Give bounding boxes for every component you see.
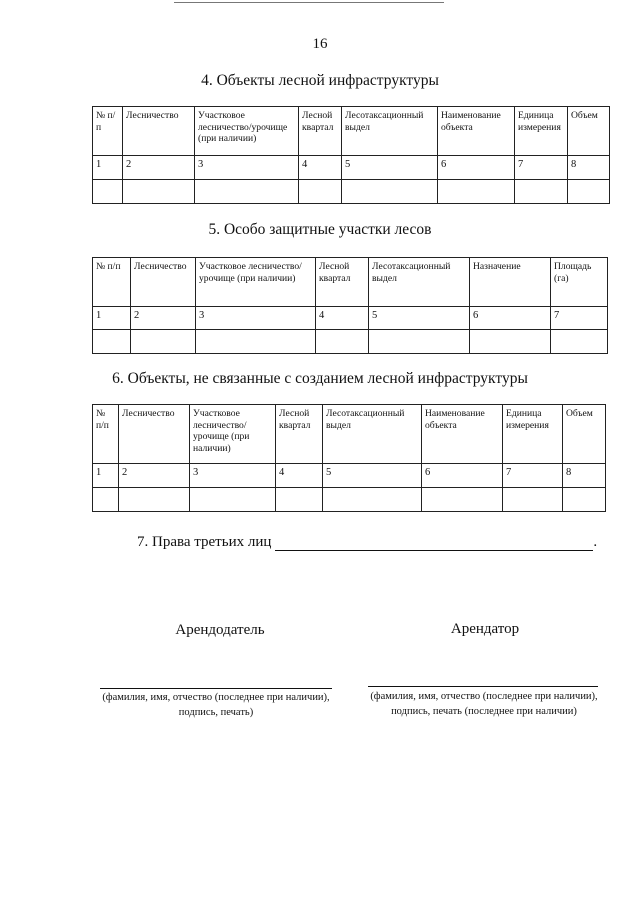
number-cell: 6 — [422, 464, 503, 488]
lessor-caption-line-1: (фамилия, имя, отчество (последнее при наличии), — [102, 692, 330, 703]
header-cell: Единица измерения — [503, 405, 563, 464]
third-party-rights-label: 7. Права третьих лиц — [137, 534, 272, 550]
number-cell: 7 — [551, 307, 608, 330]
number-cell: 1 — [93, 307, 131, 330]
header-cell: Назначение — [470, 258, 551, 307]
empty-cell[interactable] — [470, 330, 551, 354]
page-top-edge — [174, 2, 444, 3]
lessee-caption-line-2: подпись, печать (последнее при наличии) — [391, 705, 577, 717]
header-cell: № п/п — [93, 258, 131, 307]
protective-forest-areas-table — [92, 257, 608, 354]
lessee-signature-line[interactable] — [368, 686, 598, 687]
lessor-caption-line-2: подпись, печать) — [178, 706, 254, 718]
table-header-row — [93, 258, 608, 307]
number-cell: 2 — [123, 156, 195, 180]
header-cell: Лесной квартал — [299, 107, 342, 156]
empty-cell[interactable] — [568, 180, 610, 204]
number-cell: 7 — [503, 464, 563, 488]
empty-row — [93, 330, 608, 354]
empty-cell[interactable] — [515, 180, 568, 204]
empty-cell[interactable] — [123, 180, 195, 204]
number-cell: 2 — [119, 464, 190, 488]
table-header-row — [93, 405, 606, 464]
number-cell: 3 — [190, 464, 276, 488]
section-6-title: 6. Объекты, не связанные с созданием лесной инфраструктуры — [112, 370, 528, 387]
number-cell: 6 — [438, 156, 515, 180]
lessor-label: Арендодатель — [175, 622, 265, 638]
header-cell: Участковое лесничество/урочище (при наличии) — [195, 107, 299, 156]
empty-cell[interactable] — [551, 330, 608, 354]
header-cell: Лесной квартал — [276, 405, 323, 464]
header-cell: Лесной квартал — [316, 258, 369, 307]
number-cell: 2 — [131, 307, 196, 330]
non-infrastructure-objects-table — [92, 404, 606, 512]
empty-cell[interactable] — [438, 180, 515, 204]
empty-cell[interactable] — [299, 180, 342, 204]
empty-cell[interactable] — [131, 330, 196, 354]
number-cell: 8 — [563, 464, 606, 488]
empty-cell[interactable] — [503, 488, 563, 512]
header-cell: Площадь (га) — [551, 258, 608, 307]
empty-cell[interactable] — [93, 330, 131, 354]
number-cell: 5 — [369, 307, 470, 330]
header-cell: Лесотаксационный выдел — [323, 405, 422, 464]
empty-cell[interactable] — [276, 488, 323, 512]
empty-cell[interactable] — [195, 180, 299, 204]
third-party-rights-field[interactable] — [275, 536, 593, 551]
empty-cell[interactable] — [93, 488, 119, 512]
header-cell: Единица измерения — [515, 107, 568, 156]
number-cell: 4 — [316, 307, 369, 330]
empty-row — [93, 180, 610, 204]
number-cell: 3 — [196, 307, 316, 330]
number-cell: 4 — [276, 464, 323, 488]
header-cell: Участковое лесничество/урочище (при наличии) — [196, 258, 316, 307]
header-cell: Лесничество — [119, 405, 190, 464]
header-cell: Лесотаксационный выдел — [369, 258, 470, 307]
header-cell: № п/п — [93, 405, 119, 464]
line-end-period: . — [593, 534, 598, 550]
empty-cell[interactable] — [93, 180, 123, 204]
empty-cell[interactable] — [190, 488, 276, 512]
infrastructure-objects-table — [92, 106, 610, 204]
number-cell: 6 — [470, 307, 551, 330]
header-cell: Участковое лесничество/ урочище (при наличии) — [190, 405, 276, 464]
empty-cell[interactable] — [316, 330, 369, 354]
number-cell: 5 — [342, 156, 438, 180]
number-cell: 8 — [568, 156, 610, 180]
header-cell: Объем — [568, 107, 610, 156]
header-cell: № п/п — [93, 107, 123, 156]
empty-cell[interactable] — [119, 488, 190, 512]
section-5-title: 5. Особо защитные участки лесов — [208, 221, 432, 238]
page-number: 16 — [312, 36, 328, 52]
lessor-signature-line[interactable] — [100, 688, 332, 689]
header-cell: Лесотаксационный выдел — [342, 107, 438, 156]
lessee-signature-caption — [358, 690, 610, 719]
header-cell: Наименование объекта — [438, 107, 515, 156]
empty-cell[interactable] — [422, 488, 503, 512]
empty-cell[interactable] — [196, 330, 316, 354]
header-cell: Объем — [563, 405, 606, 464]
empty-row — [93, 488, 606, 512]
number-cell: 7 — [515, 156, 568, 180]
header-cell: Наименование объекта — [422, 405, 503, 464]
number-cell: 1 — [93, 464, 119, 488]
empty-cell[interactable] — [323, 488, 422, 512]
header-cell: Лесничество — [131, 258, 196, 307]
column-number-row — [93, 156, 610, 180]
empty-cell[interactable] — [369, 330, 470, 354]
number-cell: 5 — [323, 464, 422, 488]
empty-cell[interactable] — [563, 488, 606, 512]
number-cell: 3 — [195, 156, 299, 180]
empty-cell[interactable] — [342, 180, 438, 204]
lessee-caption-line-1: (фамилия, имя, отчество (последнее при наличии), — [370, 691, 598, 702]
column-number-row — [93, 464, 606, 488]
column-number-row — [93, 307, 608, 330]
third-party-rights-line — [137, 534, 597, 551]
number-cell: 4 — [299, 156, 342, 180]
number-cell: 1 — [93, 156, 123, 180]
section-4-title: 4. Объекты лесной инфраструктуры — [201, 72, 439, 89]
lessor-signature-caption — [90, 691, 342, 720]
lessee-label: Арендатор — [450, 621, 520, 637]
table-header-row — [93, 107, 610, 156]
header-cell: Лесничество — [123, 107, 195, 156]
